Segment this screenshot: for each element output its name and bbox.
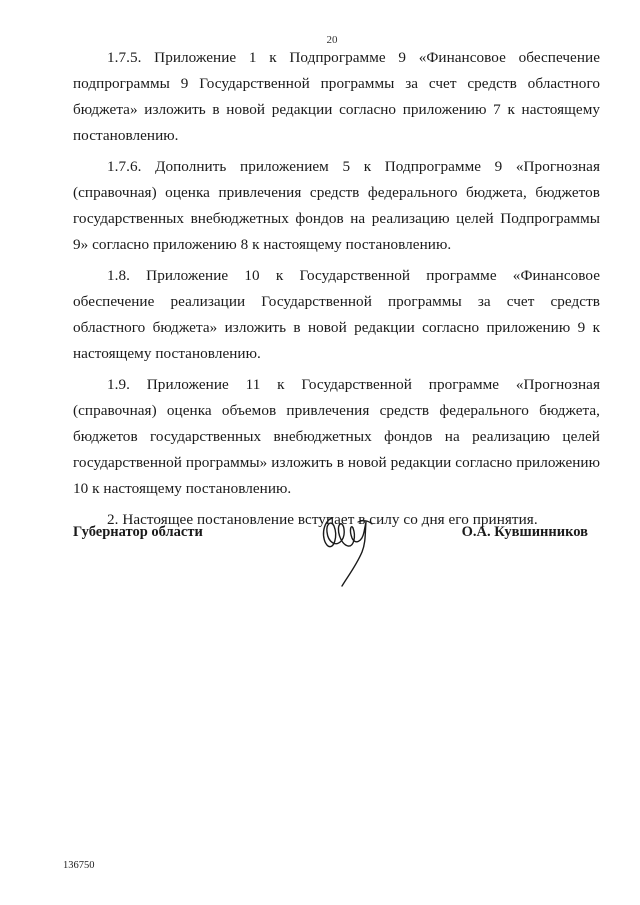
- signatory-position: Губернатор области: [73, 524, 203, 540]
- document-body: [73, 45, 600, 538]
- paragraph-1-8: 1.8. Приложение 10 к Государственной программе «Финансовое обеспечение реализации Государственной программы за счет средств областного бюджета» изложить в новой редакции согласно приложению 9 к настоящему постановлению.: [73, 267, 600, 362]
- page-number: 20: [326, 34, 338, 46]
- paragraph-1-7-6: 1.7.6. Дополнить приложением 5 к Подпрограмме 9 «Прогнозная (справочная) оценка привлечения средств федерального бюджета, бюджетов государственных внебюджетных фондов на реализацию целей Подпрограммы 9» согласно приложению 8 к настоящему постановлению.: [73, 158, 600, 253]
- handwritten-signature: [318, 510, 380, 590]
- paragraph-1-7-5: 1.7.5. Приложение 1 к Подпрограмме 9 «Финансовое обеспечение подпрограммы 9 Государственной программы за счет средств областного бюджета» изложить в новой редакции согласно приложению 7 к настоящему постановлению.: [73, 49, 600, 144]
- signatory-name: О.А. Кувшинников: [461, 524, 588, 540]
- document-code: 136750: [63, 860, 95, 871]
- paragraph-2: 2. Настоящее постановление вступает в силу со дня его принятия.: [107, 511, 538, 528]
- paragraph-1-9: 1.9. Приложение 11 к Государственной программе «Прогнозная (справочная) оценка объемов привлечения средств федерального бюджета, бюджетов государственных внебюджетных фондов на реализацию целей государственной программы» изложить в новой редакции согласно приложению 10 к настоящему постановлению.: [73, 376, 600, 497]
